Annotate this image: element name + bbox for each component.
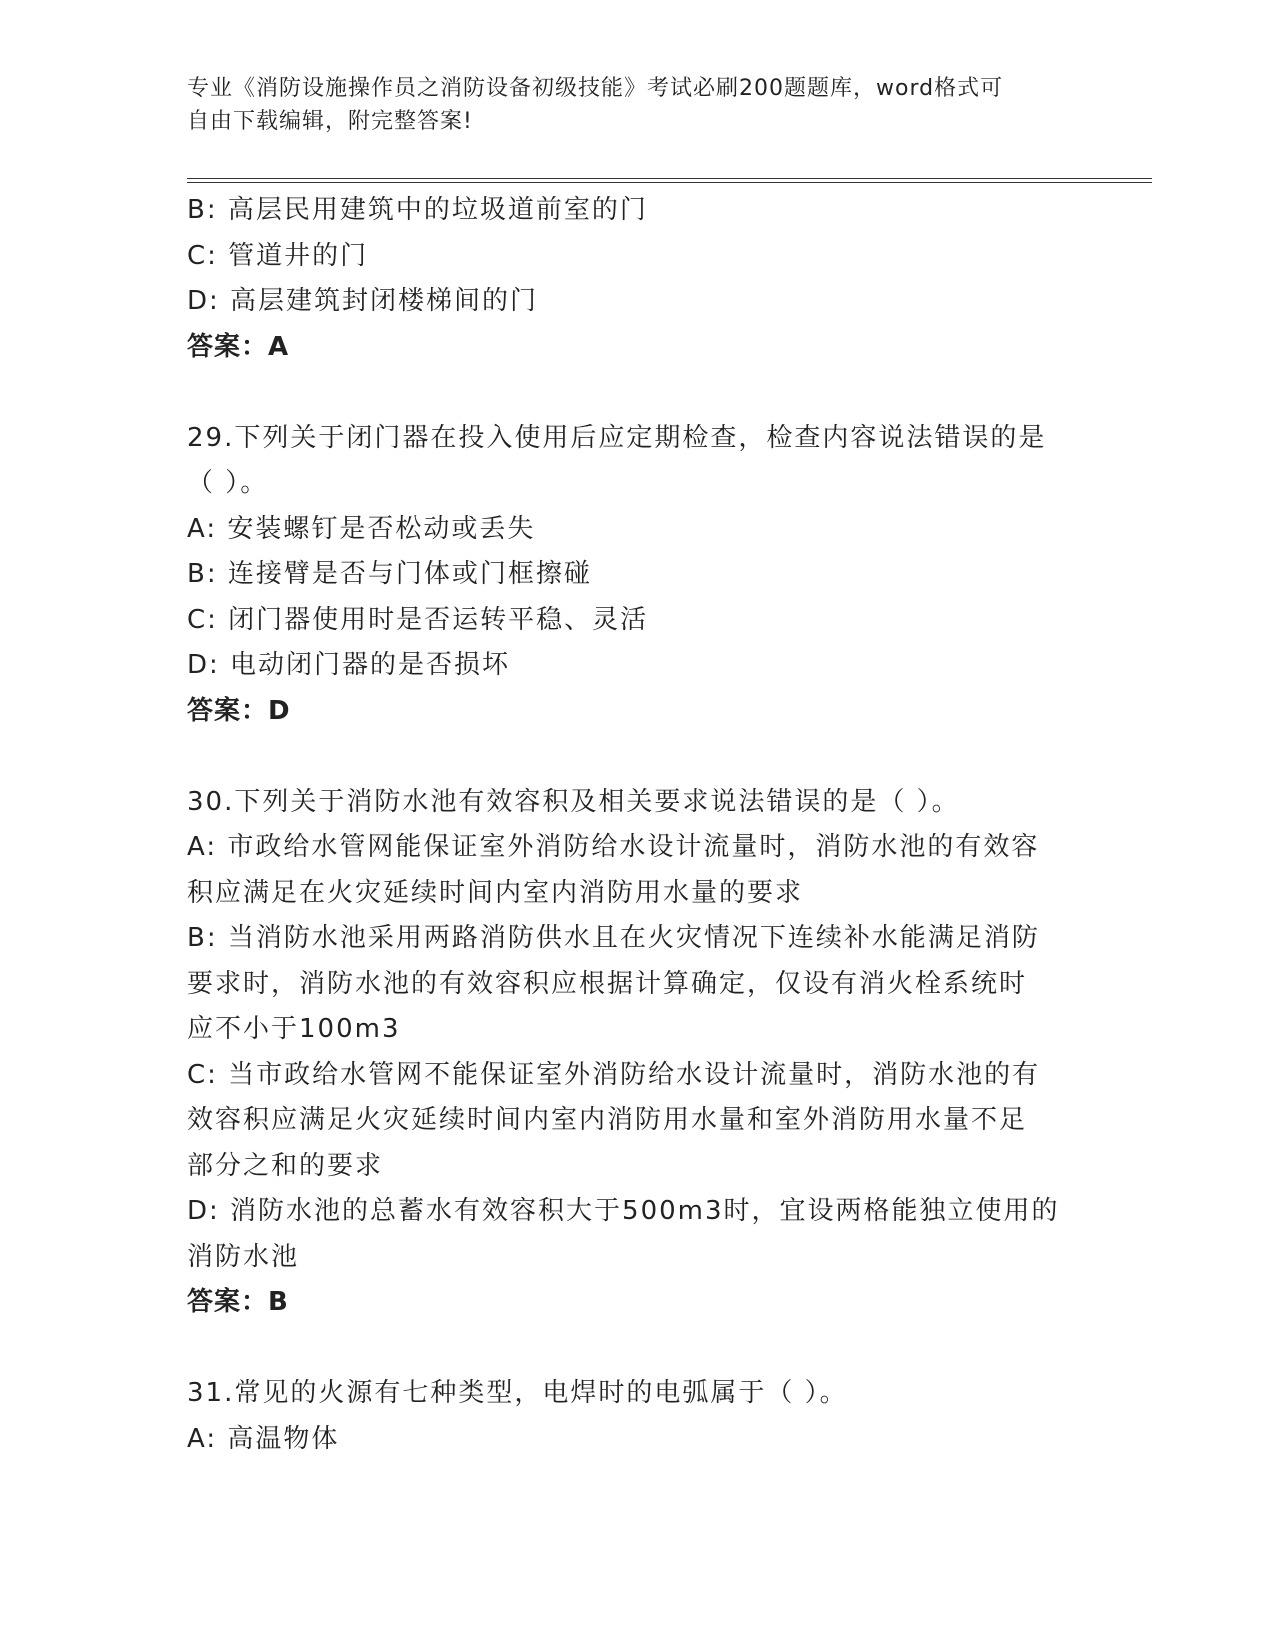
- q30-option-a-line-2: 积应满足在火灾延续时间内室内消防用水量的要求: [187, 877, 804, 908]
- spacer: [187, 734, 1077, 780]
- q28-option-c: C: 管道井的门: [187, 240, 369, 271]
- q30-option-a-line-1: A: 市政给水管网能保证室外消防给水设计流量时，消防水池的有效容: [187, 832, 1040, 862]
- q30-option-c-line-3: 部分之和的要求: [187, 1150, 384, 1181]
- header-line-2: 自由下载编辑，附完整答案!: [187, 109, 473, 134]
- q29-stem-line-2: （ ）。: [187, 468, 269, 498]
- q30-stem: 30.下列关于消防水池有效容积及相关要求说法错误的是（ ）。: [187, 786, 960, 817]
- question-content: [187, 188, 1077, 1462]
- header-rule-top: [187, 178, 1152, 179]
- q30-option-b-line-1: B: 当消防水池采用两路消防供水且在火灾情况下连续补水能满足消防: [187, 923, 1040, 953]
- spacer: [187, 1326, 1077, 1372]
- q31-option-a: A: 高温物体: [187, 1423, 340, 1454]
- q30-option-d-line-1: D: 消防水池的总蓄水有效容积大于500m3时，宜设两格能独立使用的: [187, 1196, 1060, 1226]
- q30-answer: 答案：B: [187, 1287, 289, 1317]
- header-line-1: 专业《消防设施操作员之消防设备初级技能》考试必刷200题题库，word格式可: [187, 76, 1004, 101]
- q28-option-d: D: 高层建筑封闭楼梯间的门: [187, 286, 539, 316]
- page-header: [187, 72, 1067, 138]
- q30-option-c-line-2: 效容积应满足火灾延续时间内室内消防用水量和室外消防用水量不足: [187, 1105, 1028, 1135]
- q31-stem: 31.常见的火源有七种类型，电焊时的电弧属于（ ）。: [187, 1378, 848, 1408]
- q30-option-c-line-1: C: 当市政给水管网不能保证室外消防给水设计流量时，消防水池的有: [187, 1059, 1041, 1090]
- q30-option-b-line-3: 应不小于100m3: [187, 1014, 401, 1044]
- q29-option-d: D: 电动闭门器的是否损坏: [187, 650, 511, 680]
- q28-answer: 答案：A: [187, 331, 290, 362]
- q29-option-b: B: 连接臂是否与门体或门框擦碰: [187, 559, 592, 589]
- q30-option-b-line-2: 要求时，消防水池的有效容积应根据计算确定，仅设有消火栓系统时: [187, 968, 1028, 999]
- q29-stem-line-1: 29.下列关于闭门器在投入使用后应定期检查，检查内容说法错误的是: [187, 422, 1047, 453]
- spacer: [187, 370, 1077, 416]
- q30-option-d-line-2: 消防水池: [187, 1241, 300, 1272]
- q29-answer: 答案：D: [187, 695, 291, 726]
- q28-option-b: B: 高层民用建筑中的垃圾道前室的门: [187, 195, 648, 225]
- q29-option-a: A: 安装螺钉是否松动或丢失: [187, 513, 536, 544]
- header-rule-bottom: [187, 182, 1152, 183]
- q29-option-c: C: 闭门器使用时是否运转平稳、灵活: [187, 604, 649, 635]
